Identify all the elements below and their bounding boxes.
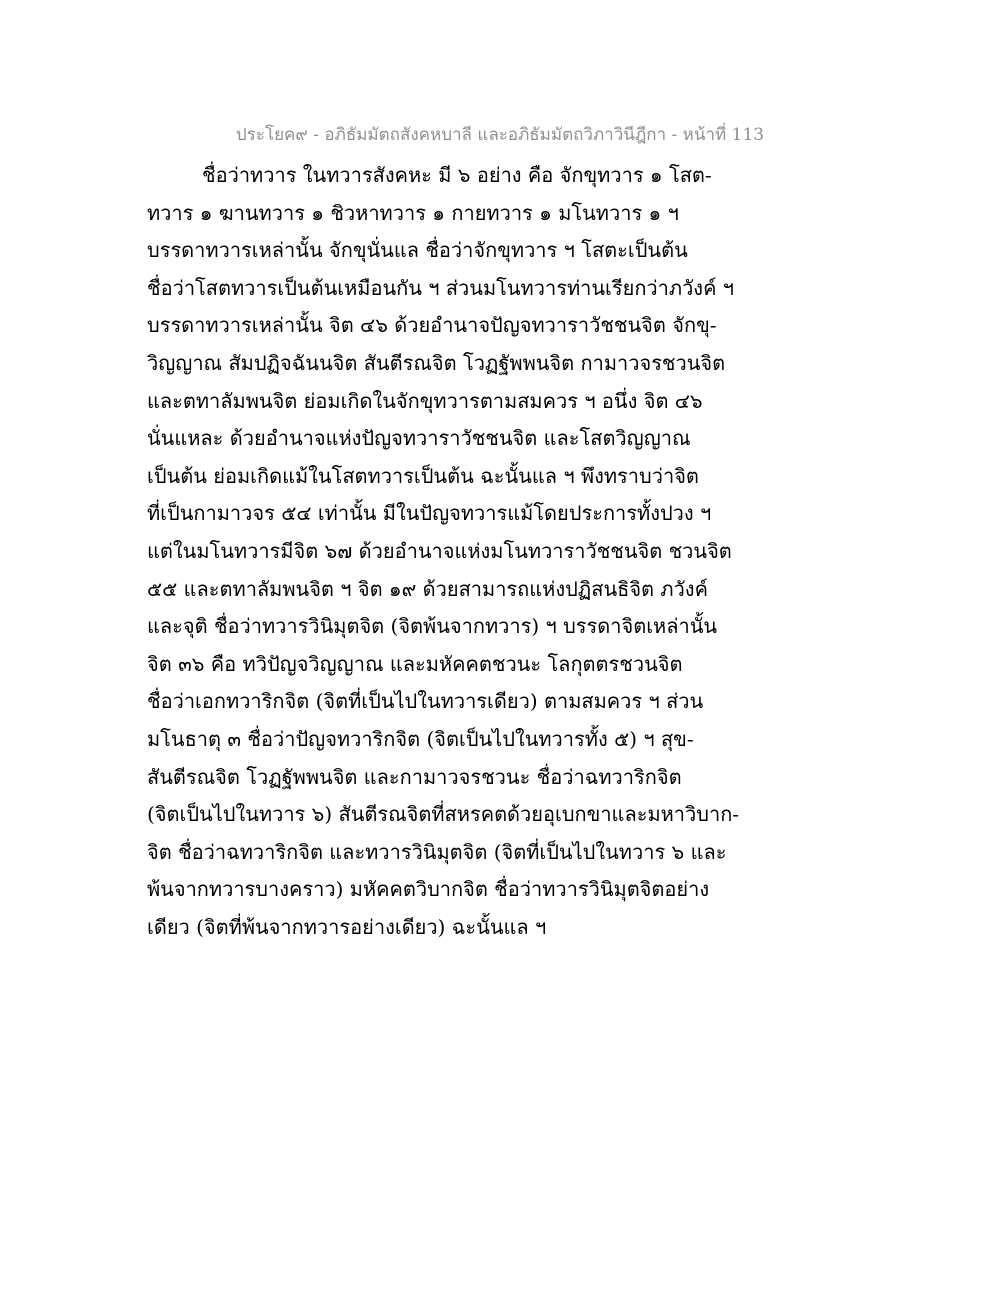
text-line: ชื่อว่าทวาร ในทวารสังคหะ มี ๖ อย่าง คือ จักขุทวาร ๑ โสต- [202,163,712,187]
text-line: แต่ในมโนทวารมีจิต ๖๗ ด้วยอำนาจแห่งมโนทวาราวัชชนจิต ชวนจิต [147,538,732,563]
text-line: มโนธาตุ ๓ ชื่อว่าปัญจทวาริกจิต (จิตเป็นไปในทวารทั้ง ๕) ฯ สุข- [147,726,694,751]
text-line: (จิตเป็นไปในทวาร ๖) สันตีรณจิตที่สหรคตด้วยอุเบกขาและมหาวิบาก- [147,802,740,827]
text-line: และจุติ ชื่อว่าทวารวินิมุตจิต (จิตพ้นจากทวาร) ฯ บรรดาจิตเหล่านั้น [147,614,718,639]
text-line: จิต ๓๖ คือ ทวิปัญจวิญญาณ และมหัคคตชวนะ โลกุตตรชวนจิต [147,651,683,676]
text-line: พ้นจากทวารบางคราว) มหัคคตวิบากจิต ชื่อว่าทวารวินิมุตจิตอย่าง [147,877,710,902]
running-header: ประโยค๙ - อภิธัมมัตถสังคหบาลี และอภิธัมมัตถวิภาวินีฎีกา - หน้าที่ 113 [235,125,765,145]
text-line: จิต ชื่อว่าฉทวาริกจิต และทวารวินิมุตจิต (จิตที่เป็นไปในทวาร ๖ และ [147,839,727,864]
text-line: ที่เป็นกามาวจร ๕๔ เท่านั้น มีในปัญจทวารแม้โดยประการทั้งปวง ฯ [147,501,712,526]
text-line: ทวาร ๑ ฆานทวาร ๑ ชิวหาทวาร ๑ กายทวาร ๑ มโนทวาร ๑ ฯ [147,200,679,225]
text-line: นั่นแหละ ด้วยอำนาจแห่งปัญจทวาราวัชชนจิต และโสตวิญญาณ [147,426,691,451]
text-line: บรรดาทวารเหล่านั้น จิต ๔๖ ด้วยอำนาจปัญจทวาราวัชชนจิต จักขุ- [147,313,717,338]
text-line: ชื่อว่าโสตทวารเป็นต้นเหมือนกัน ฯ ส่วนมโนทวารท่านเรียกว่าภวังค์ ฯ [147,275,735,300]
text-line: บรรดาทวารเหล่านั้น จักขุนั่นแล ชื่อว่าจักขุทวาร ฯ โสตะเป็นต้น [147,238,688,263]
text-line: ๕๕ และตทาลัมพนจิต ฯ จิต ๑๙ ด้วยสามารถแห่งปฏิสนธิจิต ภวังค์ [147,576,708,601]
text-line: เดียว (จิตที่พ้นจากทวารอย่างเดียว) ฉะนั้นแล ฯ [147,914,547,939]
text-line: ชื่อว่าเอกทวาริกจิต (จิตที่เป็นไปในทวารเดียว) ตามสมควร ฯ ส่วน [147,689,704,714]
text-line: และตทาลัมพนจิต ย่อมเกิดในจักขุทวารตามสมควร ฯ อนึ่ง จิต ๔๖ [147,388,703,413]
body-text [147,157,740,946]
text-line: สันตีรณจิต โวฏฐัพพนจิต และกามาวจรชวนะ ชื่อว่าฉทวาริกจิต [147,764,682,789]
text-line: วิญญาณ สัมปฏิจฉันนจิต สันตีรณจิต โวฏฐัพพนจิต กามาวจรชวนจิต [147,350,726,375]
text-line: เป็นต้น ย่อมเกิดแม้ในโสตทวารเป็นต้น ฉะนั้นแล ฯ พึงทราบว่าจิต [147,463,699,488]
